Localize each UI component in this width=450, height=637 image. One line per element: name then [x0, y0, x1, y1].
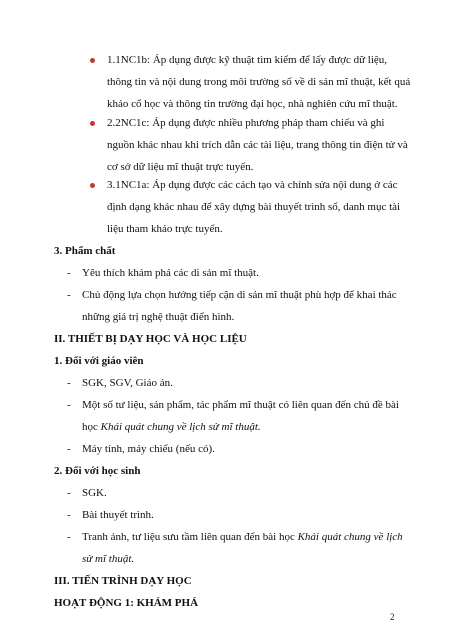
text-line: Yêu thích khám phá các di sản mĩ thuật.	[82, 267, 259, 279]
lesson-title: Khái quát chung về lịch	[297, 531, 403, 543]
text-line: 1.1NC1b: Áp dụng được kỹ thuật tìm kiếm để lấy được dữ liệu,	[107, 54, 388, 66]
text-line: 3.1NC1a: Áp dụng được các cách tạo và chỉnh sửa nội dung ở các	[107, 179, 398, 191]
text-line: SGK.	[82, 487, 107, 499]
page-number: 2	[390, 612, 395, 622]
text-line	[107, 53, 412, 67]
part-heading: II. THIẾT BỊ DẠY HỌC VÀ HỌC LIỆU	[54, 333, 247, 345]
text-line	[82, 530, 403, 544]
text-line: 2.2NC1c: Áp dụng được nhiều phương pháp tham chiếu và ghi	[107, 117, 385, 129]
dash-marker: -	[67, 487, 71, 499]
text-line: cơ sở dữ liệu mĩ thuật trực tuyến.	[107, 161, 254, 173]
text-line: nguồn khác nhau khi trích dẫn các tài liệu, trang thông tin điện tử và	[107, 139, 408, 151]
text-line	[82, 420, 261, 434]
dash-marker: -	[67, 531, 71, 543]
dash-marker: -	[67, 399, 71, 411]
dash-marker: -	[67, 443, 71, 455]
bullet-dot-icon	[90, 121, 95, 126]
text-line: Bài thuyết trình.	[82, 509, 154, 521]
dash-marker: -	[67, 267, 71, 279]
text-line: Máy tính, máy chiếu (nếu có).	[82, 443, 215, 455]
text-line: định dạng khác nhau để xây dựng bài thuyết trình số, danh mục tài	[107, 201, 401, 213]
subsection-heading: 2. Đối với học sinh	[54, 465, 141, 477]
lesson-title: sử mĩ thuật.	[82, 553, 135, 565]
text-line: Một số tư liệu, sản phẩm, tác phẩm mĩ thuật có liên quan đến chủ đề bài	[82, 399, 399, 411]
text-line: Chủ động lựa chọn hướng tiếp cận di sản mĩ thuật phù hợp để khai thác	[82, 289, 397, 301]
dash-marker: -	[67, 509, 71, 521]
text-span: Tranh ảnh, tư liệu sưu tầm liên quan đến bài học	[82, 531, 298, 543]
text-line: những giá trị nghệ thuật điển hình.	[82, 311, 235, 323]
text-line: liệu tham khảo trực tuyến.	[107, 223, 223, 235]
bullet-dot-icon	[90, 183, 95, 188]
dash-marker: -	[67, 289, 71, 301]
part-heading: III. TIẾN TRÌNH DẠY HỌC	[54, 575, 192, 587]
text-line: SGK, SGV, Giáo án.	[82, 377, 173, 389]
lesson-title: Khái quát chung về lịch sử mĩ thuật.	[100, 421, 261, 433]
text-line: khảo cổ học và thông tin trường đại học, nhà nghiên cứu mĩ thuật.	[107, 98, 398, 110]
activity-heading: HOẠT ĐỘNG 1: KHÁM PHÁ	[54, 597, 199, 609]
bullet-dot-icon	[90, 58, 95, 63]
subsection-heading: 1. Đối với giáo viên	[54, 355, 144, 367]
text-span: học	[82, 421, 101, 433]
text-line: thông tin và nội dung trong môi trường số về di sản mĩ thuật, kết quả	[107, 76, 411, 88]
dash-marker: -	[67, 377, 71, 389]
section-heading: 3. Phẩm chất	[54, 245, 116, 257]
